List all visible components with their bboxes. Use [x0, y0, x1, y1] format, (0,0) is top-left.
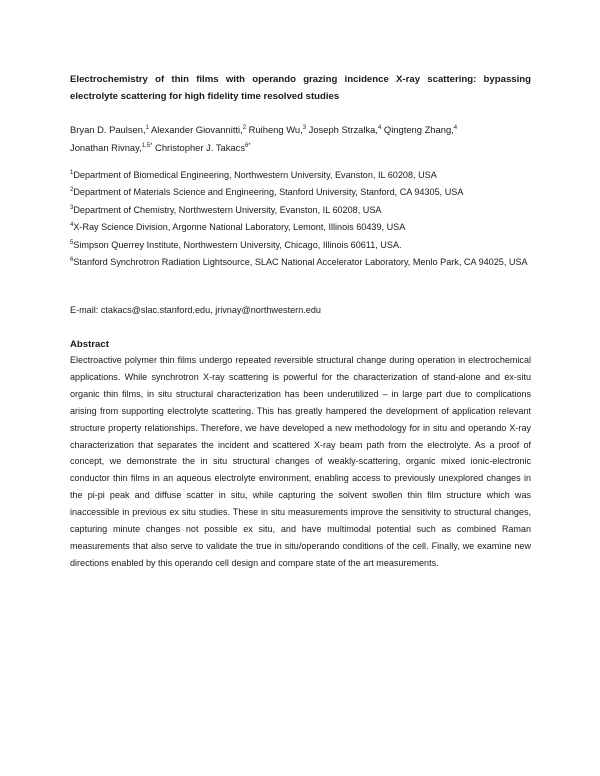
author-list — [70, 121, 531, 157]
affiliation-list — [70, 167, 531, 271]
author: Christopher J. Takacs$^{6*}$ — [152, 142, 251, 153]
author: Ruiheng Wu,$^3$ — [246, 124, 307, 135]
abstract-text: Electroactive polymer thin films undergo repeated reversible structural change during operation in electrochemical applications. While synchrotron X-ray scattering is powerful for the characterization of stand-alone and ex-situ organic thin films, in situ structural characterization has been underutilized – in large part due to complications arising from supporting electrolyte scattering. This has greatly hampered the development of application relevant structure property relationships. Therefore, we have developed a new methodology for in situ and operando X-ray characterization that separates the incident and scattered X-ray beam path from the electrolyte. As a proof of concept, we demonstrate the in situ structural changes of weakly-scattering, organic mixed ionic-electronic conductor thin films in an aqueous electrolyte environment, enabling access to previously unexplored changes in the pi-pi peak and diffuse scatter in situ, while capturing the solvent swollen thin film structure which was inaccessible in previous ex situ studies. These in situ measurements improve the sensitivity to structural changes, capturing minute changes not possible ex situ, and have multimodal potential such as combined Raman measurements that also serve to validate the true in situ/operando conditions of the cell. Finally, we examine new directions enabled by this operando cell design and compare state of the art measurements. — [70, 355, 531, 568]
affiliation: $^1$Department of Biomedical Engineering, Northwestern University, Evanston, IL 60208, USA — [70, 170, 437, 180]
author: Qingteng Zhang,$^4$ — [381, 124, 458, 135]
affiliation: $^4$X-Ray Science Division, Argonne National Laboratory, Lemont, Illinois 60439, USA — [70, 222, 406, 233]
affiliation: $^5$Simpson Querrey Institute, Northwestern University, Chicago, Illinois 60611, USA. — [70, 239, 402, 250]
author: Bryan D. Paulsen,$^1$ — [70, 124, 149, 135]
author: Joseph Strzalka,$^4$ — [306, 124, 382, 135]
paper-title: Electrochemistry of thin films with operando grazing incidence X-ray scattering: bypassing electrolyte scattering for high fidelity time resolved studies — [70, 74, 531, 102]
affiliation: $^2$Department of Materials Science and Engineering, Stanford University, Stanford, CA 94305, USA — [70, 187, 464, 198]
affiliation: $^3$Department of Chemistry, Northwestern University, Evanston, IL 60208, USA — [70, 204, 382, 215]
author: Alexander Giovannitti,$^2$ — [148, 124, 247, 135]
contact-email: E-mail: ctakacs@slac.stanford.edu, jrivnay@northwestern.edu — [70, 305, 321, 315]
affiliation: $^6$Stanford Synchrotron Radiation Lightsource, SLAC National Accelerator Laboratory, Menlo Park, CA 94025, USA — [70, 257, 528, 268]
abstract-heading: Abstract — [70, 339, 109, 350]
author: Jonathan Rivnay,$^{1,5*}$ — [70, 142, 153, 153]
